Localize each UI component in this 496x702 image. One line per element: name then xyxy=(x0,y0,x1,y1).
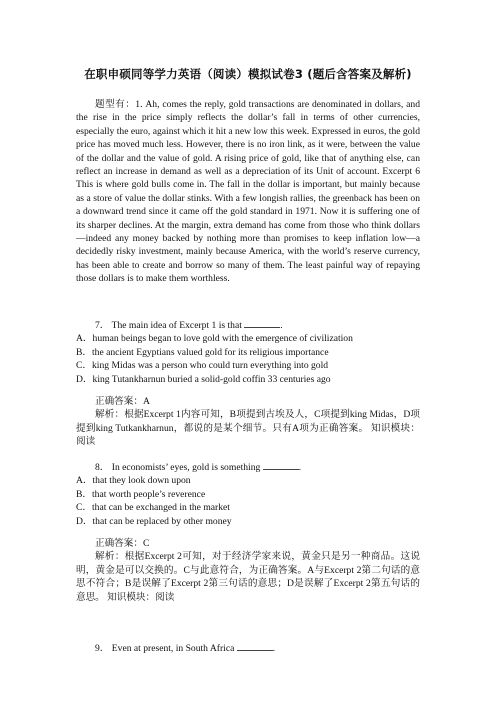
question-7: 7． The main idea of Excerpt 1 is that . A．human beings began to love gold with the emergence of civilization B．the ancient Egyptians valued gold for its religious importance C．king Midas was a person who could turn everything into gold D．king Tutankharnun buried a solid-gold coffin 33 centuries ago 正确答案：A 解析：根据Excerpt 1内容可知，B项提到古埃及人，C项提到king Midas，D项提到king Tutkankharnun，都说的是某个细节。只有A项为正确答案。 知识模块：阅读 xyxy=(76,320,420,448)
option-8c: C．that can be exchanged in the market xyxy=(76,502,230,514)
question-9: 9． Even at present, in South Africa . xyxy=(95,643,276,654)
question-8-stem: 8． In economists’ eyes, gold is something xyxy=(95,462,261,473)
option-8a: A．that they look down upon xyxy=(76,475,191,487)
option-7c: C．king Midas was a person who could turn everything into gold xyxy=(76,360,329,372)
reading-passage: 题型有：1. Ah, comes the reply, gold transactions are denominated in dollars, and the rise in the price simply reflects the dollar’s fall in terms of other currencies, especially the euro, against which it hit a new low this week. Expressed in euros, the gold price has moved much less. However, there is no iron link, as it were, between the value of the dollar and the value of gold. A rising price of gold, like that of anything else, can reflect an increase in demand as well as a depreciation of its Unit of account. Excerpt 6 This is where gold bulls come in. The fall in the dollar is important, but mainly because as a store of value the dollar stinks. With a few longish rallies, the greenback has been on a downward trend since it came off the gold standard in 1971. Now it is suffering one of its sharper declines. At the margin, extra demand has come from those who think dollars—indeed any money backed by nothing more than promises to keep inflation low—a decidedly risky investment, mainly because America, with the world’s reserve currency, has been able to create and borrow so many of them. The least painful way of repaying those dollars is to make them worthless. xyxy=(76,99,420,285)
question-8: 8． In economists’ eyes, gold is something . A．that they look down upon B．that worth people’s reverence C．that can be exchanged in the market D．that can be replaced by other money 正确答案：C 解析：根据Excerpt 2可知，对于经济学家来说，黄金只是另一种商品。这说明，黄金是可以交换的。C与此意符合，为正确答案。A与Excerpt 2第二句话的意思不符合；B是误解了Excerpt 2第三句话的意思；D是误解了Excerpt 2第五句话的意思。 知识模块：阅读 xyxy=(76,462,420,603)
option-8d: D．that can be replaced by other money xyxy=(76,515,232,527)
question-9-stem: 9． Even at present, in South Africa xyxy=(95,643,235,654)
option-7a: A．human beings began to love gold with the emergence of civilization xyxy=(76,333,353,345)
question-7-stem: 7． The main idea of Excerpt 1 is that xyxy=(95,320,242,331)
blank-line xyxy=(244,318,280,328)
blank-line xyxy=(237,641,273,651)
blank-line xyxy=(263,460,299,470)
option-7b: B．the ancient Egyptians valued gold for its religious importance xyxy=(76,346,329,358)
analysis-7: 解析：根据Excerpt 1内容可知，B项提到古埃及人，C项提到king Midas，D项提到king Tutkankharnun，都说的是某个细节。只有A项为正确答案。 知识模块：阅读 xyxy=(76,409,420,448)
answer-8: 正确答案：C xyxy=(95,538,150,550)
option-7d: D．king Tutankharnun buried a solid-gold coffin 33 centuries ago xyxy=(76,373,331,385)
answer-7: 正确答案：A xyxy=(95,396,150,408)
analysis-8: 解析：根据Excerpt 2可知，对于经济学家来说，黄金只是另一种商品。这说明，黄金是可以交换的。C与此意符合，为正确答案。A与Excerpt 2第二句话的意思不符合；B是误解了Excerpt 2第三句话的意思；D是误解了Excerpt 2第五句话的意思。 知识模块：阅读 xyxy=(76,551,420,603)
option-8b: B．that worth people’s reverence xyxy=(76,488,206,500)
document-title: 在职申硕同等学力英语（阅读）模拟试卷3 (题后含答案及解析) xyxy=(84,67,412,81)
